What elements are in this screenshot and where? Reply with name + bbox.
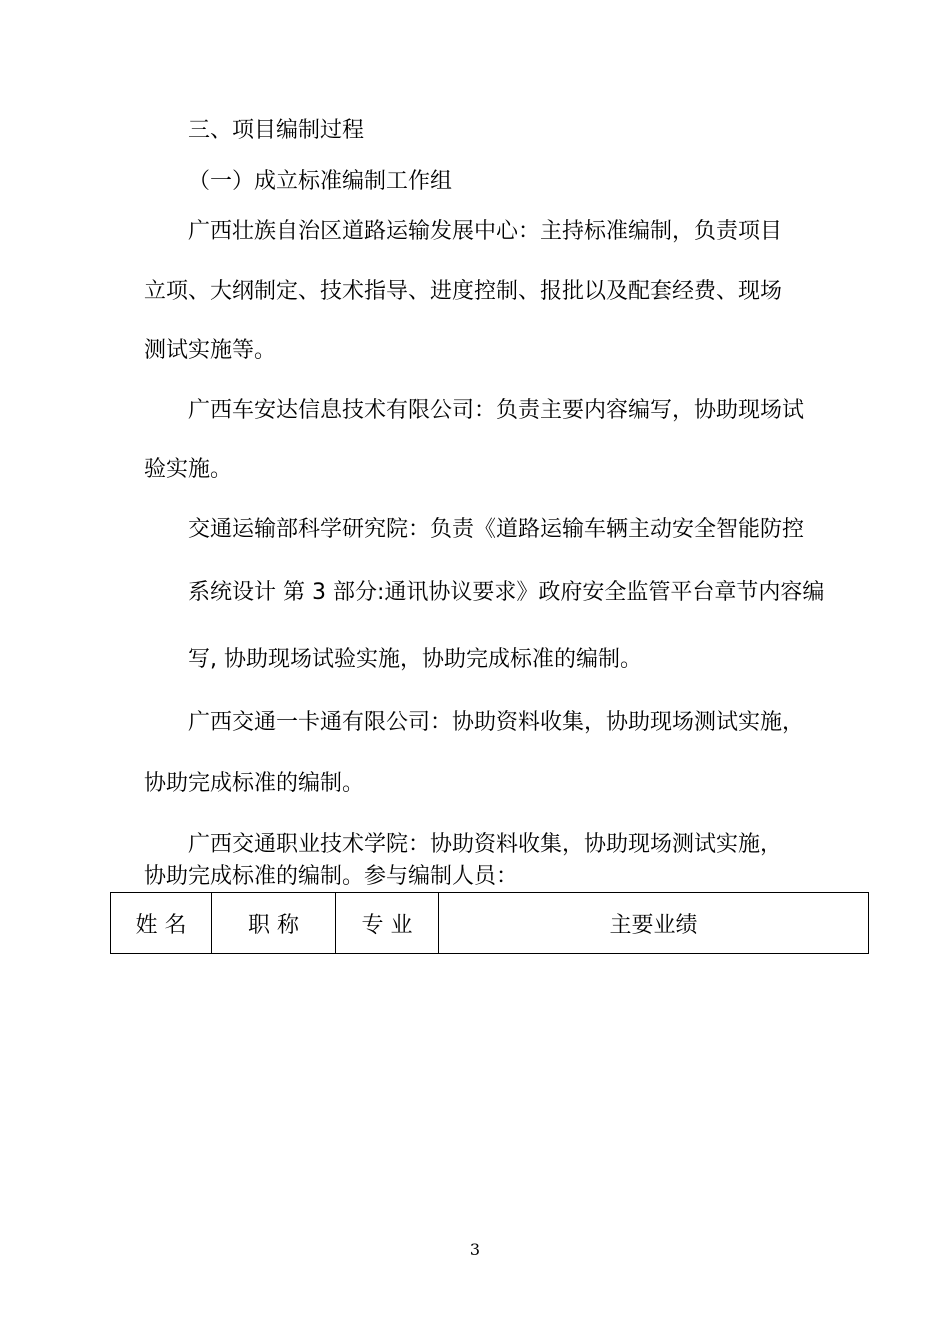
paragraph-line: 协助完成标准的编制。参与编制人员： [144, 864, 519, 889]
header-name: 姓 名 [111, 893, 212, 954]
paragraph-line: 交通运输部科学研究院：负责《道路运输车辆主动安全智能防控 [188, 517, 805, 542]
subsection-heading: （一）成立标准编制工作组 [188, 169, 453, 194]
paragraph-line: 验实施。 [144, 457, 233, 482]
paragraph-line: 系统设计 第 3 部分:通讯协议要求》政府安全监管平台章节内容编 [188, 580, 825, 605]
section-heading: 三、项目编制过程 [188, 118, 365, 143]
paragraph-line: 立项、大纲制定、技术指导、进度控制、报批以及配套经费、现场 [144, 279, 783, 304]
page-number: 3 [469, 1240, 481, 1259]
paragraph-line: 测试实施等。 [144, 338, 277, 363]
paragraph-line: 广西车安达信息技术有限公司：负责主要内容编写，协助现场试 [188, 398, 805, 423]
paragraph-line: 写, 协助现场试验实施，协助完成标准的编制。 [188, 647, 642, 672]
paragraph-line: 广西交通一卡通有限公司：协助资料收集，协助现场测试实施， [188, 710, 805, 735]
paragraph-line: 协助完成标准的编制。 [144, 771, 365, 796]
header-achievements: 主要业绩 [439, 893, 869, 954]
staff-table [110, 892, 869, 954]
header-major: 专 业 [336, 893, 439, 954]
header-title: 职 称 [212, 893, 336, 954]
table-header-row [111, 893, 869, 954]
paragraph-line: 广西交通职业技术学院：协助资料收集，协助现场测试实施， [188, 832, 783, 857]
paragraph-line: 广西壮族自治区道路运输发展中心：主持标准编制，负责项目 [188, 219, 783, 244]
